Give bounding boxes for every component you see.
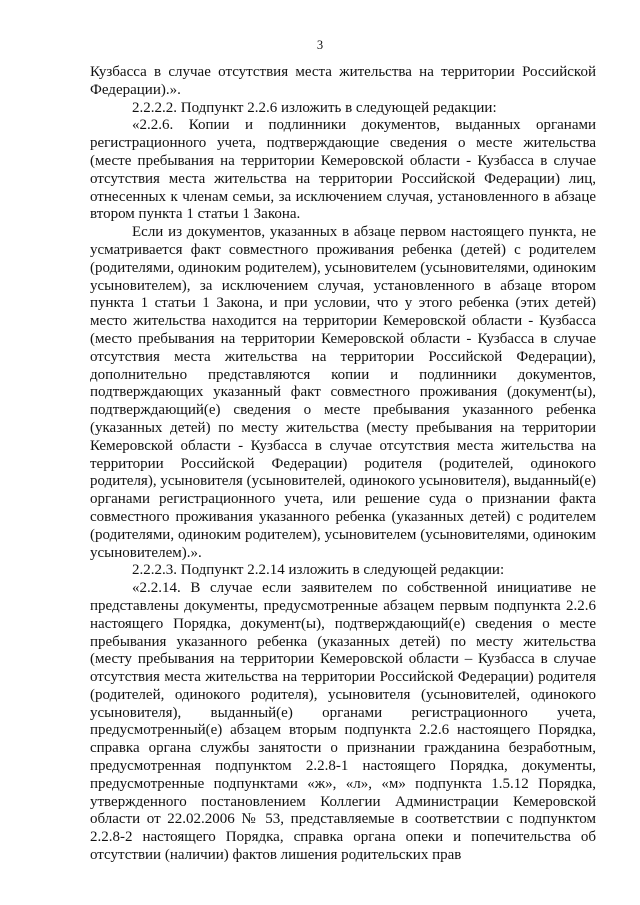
paragraph-2-2-2-2-heading: 2.2.2.2. Подпункт 2.2.6 изложить в следующей редакции: [132, 99, 497, 116]
paragraph-2-2-6-second: Если из документов, указанных в абзаце первом настоящего пункта, не усматривается факт совместного проживания ребенка (детей) с родителем (родителями, одиноким родителем), усыновителем (усыновителями, одиноким усыновителем), за исключением случая, установленного в абзаце втором пункта 1 статьи 1 Закона, и при условии, что у этого ребенка (этих детей) место жительства находится на территории Кемеровской области - Кузбасса (место пребывания на территории Кемеровской области - Кузбасса в случае отсутствия места жительства на территории Российской Федерации), дополнительно представляются копии и подлинники документов, подтверждающих указанный факт совместного проживания (документ(ы), подтверждающий(е) сведения о месте пребывания указанного ребенка (указанных детей) по месту жительства (месту пребывания на территории Кемеровской области - Кузбасса в случае отсутствия места жительства на территории Российской Федерации) родителя (родителей, одинокого родителя), усыновителя (усыновителей, одинокого усыновителя), выданный(е) органами регистрационного учета, или решение суда о признании факта совместного проживания указанного ребенка (указанных детей) с родителем (родителями, одиноким родителем), усыновителем (усыновителями, одиноким усыновителем).». [90, 224, 596, 561]
document-body [90, 64, 596, 865]
paragraph-continuation: Кузбасса в случае отсутствия места жительства на территории Российской Федерации).». [90, 64, 596, 98]
paragraph-2-2-14-text: «2.2.14. В случае если заявителем по собственной инициативе не представлены документы, предусмотренные абзацем первым подпункта 2.2.6 настоящего Порядка, документ(ы), подтверждающий(е) сведения о месте пребывания указанного ребенка (указанных детей) по месту жительства (месту пребывания на территории Кемеровской области – Кузбасса в случае отсутствия места жительства на территории Российской Федерации) родителя (родителей, одинокого родителя), усыновителя (усыновителей, одинокого усыновителя), выданный(е) органами регистрационного учета, предусмотренный(е) абзацем вторым подпункта 2.2.6 настоящего Порядка, справка органа службы занятости о признании гражданина безработным, предусмотренная подпунктом 2.2.8-1 настоящего Порядка, документы, предусмотренные подпунктами «ж», «л», «м» подпункта 1.5.12 Порядка, утвержденного постановлением Коллегии Администрации Кемеровской области от 22.02.2006 № 53, представляемые в соответствии с подпунктом 2.2.8-2 настоящего Порядка, справка органа опеки и попечительства об отсутствии (наличии) фактов лишения родительских прав [90, 580, 596, 864]
paragraph-2-2-6-text: «2.2.6. Копии и подлинники документов, выданных органами регистрационного учета, подтверждающие сведения о месте жительства (месте пребывания на территории Кемеровской области - Кузбасса в случае отсутствия места жительства на территории Российской Федерации) лиц, отнесенных к членам семьи, за исключением случая, установленного в абзаце втором пункта 1 статьи 1 Закона. [90, 117, 596, 223]
page-number: 3 [316, 38, 324, 52]
paragraph-2-2-2-3-heading: 2.2.2.3. Подпункт 2.2.14 изложить в следующей редакции: [132, 562, 505, 579]
